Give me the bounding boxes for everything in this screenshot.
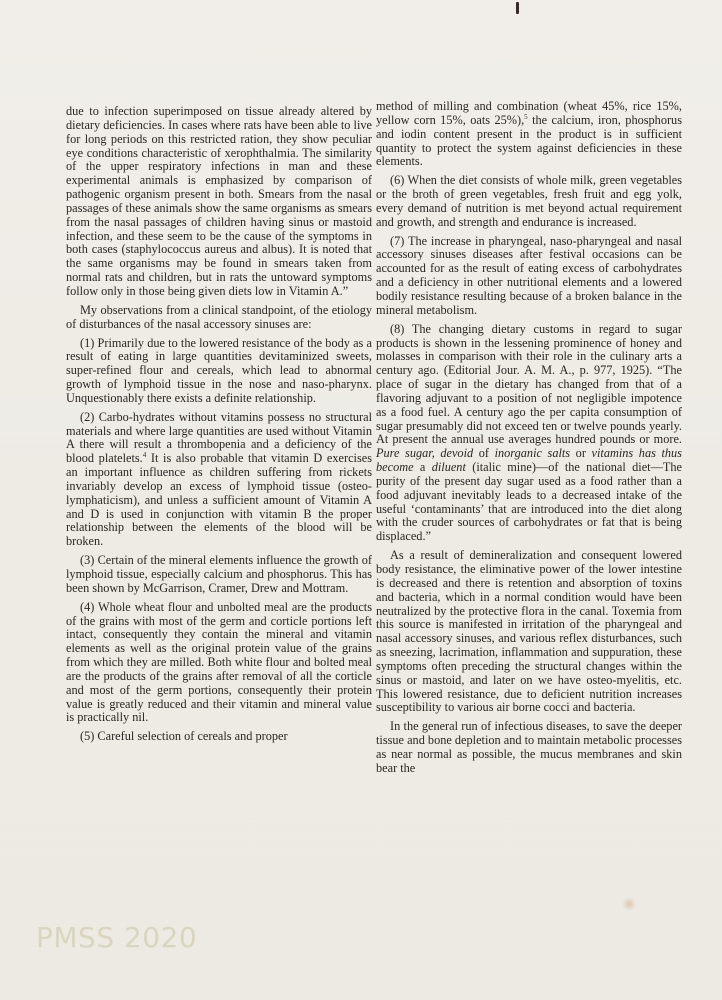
paragraph-demineralization: As a result of demineralization and consequent lowered body resistance, the eliminative power of the lower intestine is decreased and there is retention and absorption of toxins and bacteria, which in a normal condition would have been neutralized by the protective flora in the canal. Toxemia from this source is manifested in irritation of the pharyngeal and nasal accessory sinuses, and various reflex disturbances, such as sneezing, lacrimation, inflammation and suppuration, these symptoms often preceding the structural changes within the sinus or mastoid, and later on we have osteo-myelitis, etc. This lowered resistance, due to deficient nutrition increases susceptibility to various air borne cocci and bacteria. xyxy=(376,548,682,715)
italic-diluent: diluent xyxy=(431,460,466,475)
paragraph-item-2 xyxy=(66,411,372,549)
right-column xyxy=(376,100,682,781)
item-8-text: (8) The changing dietary customs in regard to sugar products is shown in the lessening prominence of honey and molasses in comparison with their role in the culinary arts a century ago. (Editorial Jour. A. M. A., p. 977, 1925). “The place of sugar in the dietary has changed from that of a flavoring adjuvant to a position of not negligible impotence as a food fuel. A century ago the per capita consumption of sugar presumably did not exceed ten or twelve pounds yearly. At present the annual use averages hundred pounds or more. xyxy=(376,321,682,447)
paragraph-item-4: (4) Whole wheat flour and unbolted meal are the products of the grains with most of the germ and corticle portions left intact, consequently they contain the mineral and vitamin elements as well as the original protein value of the grains from which they are milled. Both white flour and bolted meal are the products of the grains after removal of all the corticle and most of the germ portions, consequently their protein value is greatly reduced and their vitamin and mineral value is practically nil. xyxy=(66,599,372,725)
italic-vitamins: vitamins has thus become xyxy=(376,446,682,475)
paragraph-item-6: (6) When the diet consists of whole milk, green vegetables or the broth of green vegetables, fresh fruit and egg yolk, every demand of nutrition is met beyond actual requirement and growth, and strength and endurance is increased. xyxy=(376,173,682,229)
left-column xyxy=(66,105,372,749)
item-5-text-b: the calcium, iron, phosphorus and iodin content present in the product is in sufficient quantity to protect the system against deficiencies in these elements. xyxy=(376,112,682,169)
item-8-text: (italic mine)—of the national diet—The purity of the present day sugar used as a food rather than a food adjuvant inevitably leads to a decreased intake of the useful ‘contaminants’ that are introduced into the diet along with the cruder sources of carbohydrates or fat that is being displaced.” xyxy=(376,460,682,544)
watermark: PMSS 2020 xyxy=(36,921,198,954)
footnote-ref-5: 5 xyxy=(524,112,528,121)
item-5-text-a: method of milling and combination (wheat 45%, rice 15%, yellow corn 15%, oats 25%), xyxy=(376,99,682,127)
paragraph-rats-infection: due to infection superimposed on tissue already altered by dietary deficiencies. In cases where rats have been able to live for long periods on this restricted ration, they show peculiar eye conditions characteristic of xerophthalmia. The similarity of the upper respiratory infections in man and these experimental animals is emphasized by comparison of pathogenic organism present in both. Smears from the nasal passages of these animals show the same organisms as smears from the nasal passages of children having sinus or mastoid infection, and these seem to be the cause of the symptoms in both cases (staphylococcus aureus and albus). It is noted that the same organisms may be found in smears taken from normal rats and children, but in rats the untoward symptoms follow only in those being given diets low in Vitamin A.” xyxy=(66,104,372,298)
paragraph-observations: My observations from a clinical standpoint, of the etiology of disturbances of the nasal accessory sinuses are: xyxy=(66,302,372,331)
italic-inorganic-salts: inorganic salts xyxy=(494,446,571,461)
paragraph-item-1: (1) Primarily due to the lowered resistance of the body as a result of eating in large quantities devitaminized sweets, super-refined flour and cereals, which lead to abnormal growth of lymphoid tissue in the nose and naso-pharynx. Unquestionably there exists a definite relationship. xyxy=(66,335,372,405)
paragraph-item-7: (7) The increase in pharyngeal, naso-pharyngeal and nasal accessory sinuses diseases after festival occasions can be accounted for as the result of eating excess of carbohydrates and a deficiency in other nutritional elements and a lowered bodily resistance resulting because of a broken balance in the mineral metabolism. xyxy=(376,233,682,317)
paragraph-item-5-start: (5) Careful selection of cereals and proper xyxy=(80,729,288,744)
item-2-text-b: It is also probable that vitamin D exercises an important influence as children suffering from rickets invariably develop an excess of lymphoid tissue (osteo-lymphaticism), and unless a sufficient amount of Vitamin A and D is used in conjunction with vitamin B the proper relationship between the elements of the blood will be broken. xyxy=(66,451,372,549)
paragraph-item-5-cont xyxy=(376,100,682,169)
item-8-text: of xyxy=(473,446,495,461)
italic-pure-sugar: Pure sugar, devoid xyxy=(376,446,474,461)
footnote-ref-4: 4 xyxy=(142,451,147,460)
paragraph-item-8 xyxy=(376,323,682,545)
item-8-text: a xyxy=(413,460,432,475)
item-2-text-a: (2) Carbo-hydrates without vitamins possess no structural materials and where large quantities are used without Vitamin A there will result a thrombopenia and a deficiency of the blood platelets. xyxy=(66,409,372,466)
ink-speck xyxy=(516,2,519,14)
paper-stain xyxy=(622,897,636,911)
item-8-text: or xyxy=(570,446,592,461)
paragraph-item-3: (3) Certain of the mineral elements influence the growth of lymphoid tissue, especially calcium and phosphorus. This has been shown by McGarrison, Cramer, Drew and Mottram. xyxy=(66,553,372,595)
paragraph-infectious-diseases: In the general run of infectious diseases, to save the deeper tissue and bone depletion and to maintain metabolic processes as near normal as possible, the mucus membranes and skin bear the xyxy=(376,719,682,775)
